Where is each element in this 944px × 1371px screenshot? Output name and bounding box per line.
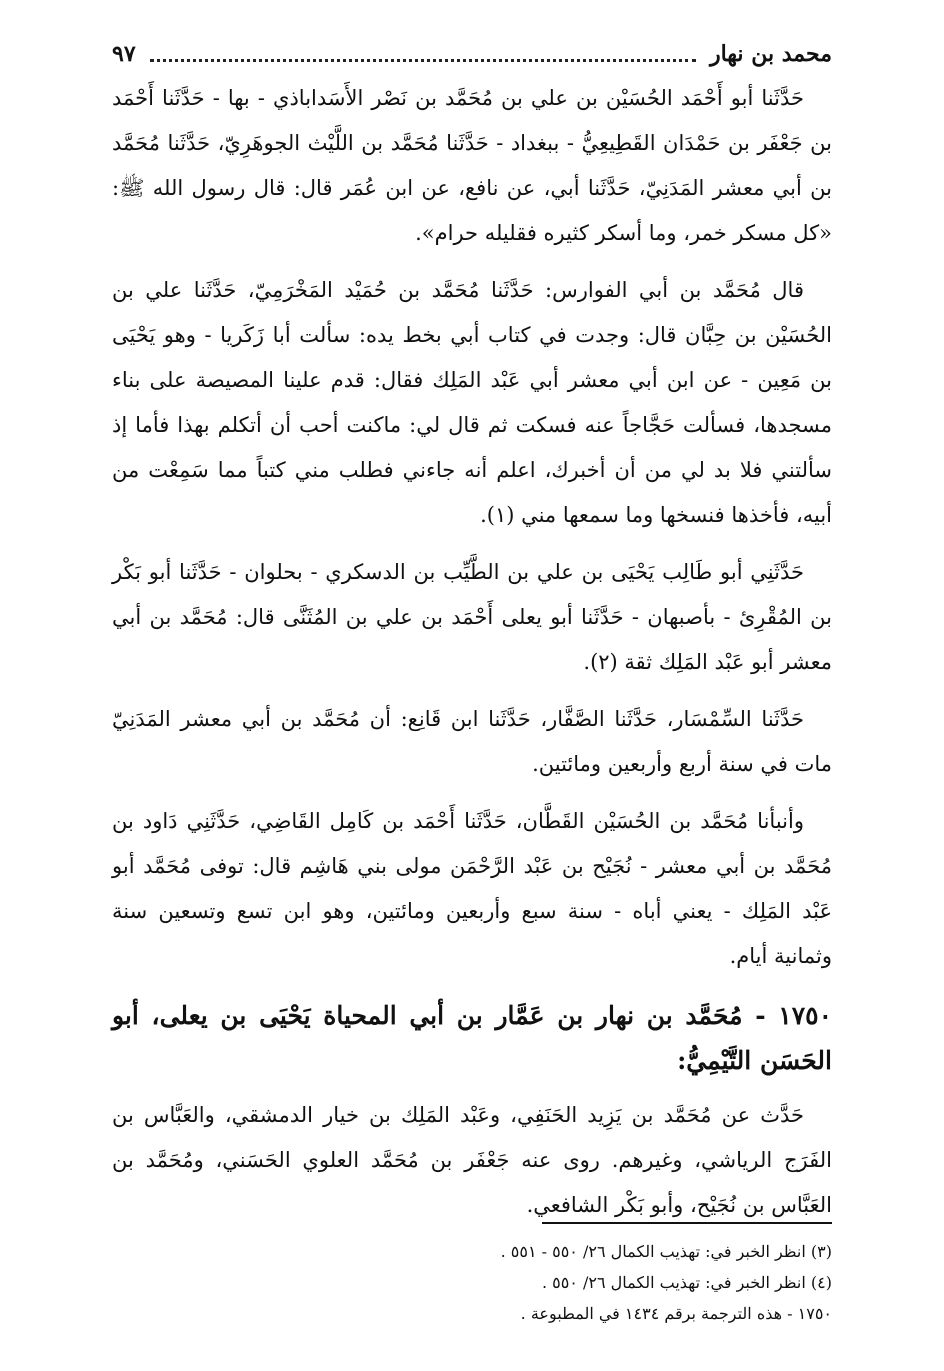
running-title: محمد بن نهار xyxy=(709,41,832,67)
page-header xyxy=(112,34,832,74)
main-text xyxy=(112,76,832,1240)
biography-entry-heading: ١٧٥٠ - مُحَمَّد بن نهار بن عَمَّار بن أبي المحياة يَحْيَى بن يعلى، أبو الحَسَن التَّيْمِيُّ: xyxy=(112,1001,832,1075)
page-number: ٩٧ xyxy=(112,41,136,67)
footnote: (٣) انظر الخبر في: تهذيب الكمال ٢٦/ ٥٥٠ - ٥٥١ . xyxy=(500,1242,832,1261)
footnote: ١٧٥٠ - هذه الترجمة برقم ١٤٣٤ في المطبوعة . xyxy=(520,1304,832,1323)
paragraph: حَدَّثَنا السِّمْسَار، حَدَّثَنا الصَّفَّار، حَدَّثَنا ابن قَانِع: أن مُحَمَّد بن أبي معشر المَدَنِيّ مات في سنة أربع وأربعين ومائتين. xyxy=(112,707,832,776)
footnotes xyxy=(112,1236,832,1329)
paragraph: قال مُحَمَّد بن أبي الفوارس: حَدَّثَنا مُحَمَّد بن حُمَيْد المَخْرَمِيّ، حَدَّثَنا علي بن الحُسَيْن بن حِبَّان قال: وجدت في كتاب أبي بخط يده: سألت أبا زَكَريا - وهو يَحْيَى بن مَعِين - عن ابن أبي معشر أبي عَبْد المَلِك فقال: قدم علينا المصيصة على بناء مسجدها، فسألت حَجَّاجاً عنه فسكت ثم قال لي: ماكنت أحب أن أتكلم بهذا فأما إذ سألتني فلا بد لي من أن أخبرك، اعلم أنه جاءني فطلب مني كتباً مما سَمِعْت من أبيه، فأخذها فنسخها وما سمعها مني (١). xyxy=(112,278,832,527)
paragraph: وأنبأنا مُحَمَّد بن الحُسَيْن القَطَّان، حَدَّثَنا أَحْمَد بن كَامِل القَاضِي، حَدَّثَنِي دَاود بن مُحَمَّد بن أبي معشر - نُجَيْح بن عَبْد الرَّحْمَن مولى بني هَاشِم قال: توفى مُحَمَّد أبو عَبْد المَلِك - يعني أباه - سنة سبع وأربعين ومائتين، وهو ابن تسع وتسعين سنة وثمانية أيام. xyxy=(112,809,832,968)
footnote-separator xyxy=(542,1222,832,1224)
biography-entry-text: حَدَّث عن مُحَمَّد بن يَزِيد الحَنَفِي، وعَبْد المَلِك بن خيار الدمشقي، والعَبَّاس بن الفَرَج الرياشي، وغيرهم. روى عنه جَعْفَر بن مُحَمَّد العلوي الحَسَني، ومُحَمَّد بن العَبَّاس بن نُجَيْح، وأبو بَكْر الشافعي. xyxy=(112,1103,832,1217)
paragraph: حَدَّثَنِي أبو طَالِب يَحْيَى بن علي بن الطَّيِّب بن الدسكري - بحلوان - حَدَّثَنا أبو بَكْر بن المُقْرِئ - بأصبهان - حَدَّثَنا أبو يعلى أَحْمَد بن علي بن المُثَنَّى قال: مُحَمَّد بن أبي معشر أبو عَبْد المَلِك ثقة (٢). xyxy=(112,560,832,674)
footnote: (٤) انظر الخبر في: تهذيب الكمال ٢٦/ ٥٥٠ . xyxy=(541,1273,832,1292)
paragraph: حَدَّثَنا أبو أَحْمَد الحُسَيْن بن علي بن مُحَمَّد بن نَصْر الأَسَداباذي - بها - حَدَّثَنا أَحْمَد بن جَعْفَر بن حَمْدَان القَطِيعِيُّ - ببغداد - حَدَّثَنا مُحَمَّد بن اللَّيْث الجوهَرِيّ، حَدَّثَنا مُحَمَّد بن أبي معشر المَدَنِيّ، حَدَّثَنا أبي، عن نافع، عن ابن عُمَر قال: قال رسول الله ﷺ: «كل مسكر خمر، وما أسكر كثيره فقليله حرام». xyxy=(112,86,832,245)
header-dotted-leader xyxy=(150,59,696,62)
